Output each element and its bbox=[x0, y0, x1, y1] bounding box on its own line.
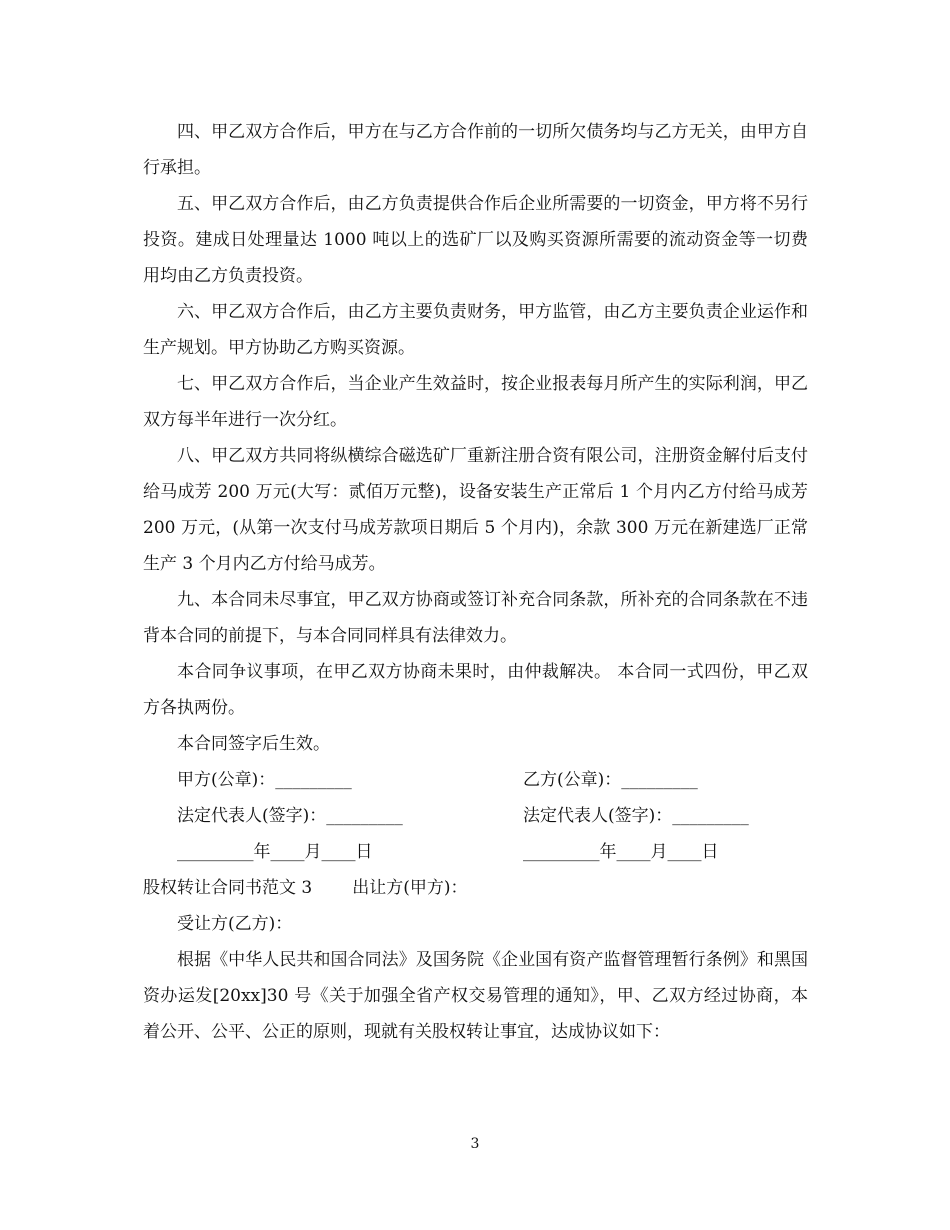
clause-8: 八、甲乙双方共同将纵横综合磁选矿厂重新注册合资有限公司，注册资金解付后支付给马成芳 200 万元(大写：贰佰万元整)，设备安装生产正常后 1 个月内乙方付给马成芳 200 万元，(从第一次支付马成芳款项日期后 5 个月内)，余款 300 万元在新建选厂正常生产 3 个月内乙方付给马成芳。 bbox=[143, 446, 808, 574]
page-number: 3 bbox=[470, 1136, 480, 1152]
clause-4: 四、甲乙双方合作后，甲方在与乙方合作前的一切所欠债务均与乙方无关，由甲方自行承担。 bbox=[143, 122, 808, 178]
transferee-label: 受让方(乙方)： bbox=[177, 914, 293, 934]
document-body bbox=[143, 114, 808, 1050]
party-b-seal-line: 乙方(公章)：_________ bbox=[523, 770, 698, 790]
signature-seal-row bbox=[143, 762, 808, 798]
clause-9: 九、本合同未尽事宜，甲乙双方协商或签订补充合同条款，所补充的合同条款在不违背本合同的前提下，与本合同同样具有法律效力。 bbox=[143, 590, 808, 646]
transferor-label: 出让方(甲方)： bbox=[352, 878, 468, 898]
section-heading-row bbox=[143, 870, 808, 906]
clause-6: 六、甲乙双方合作后，由乙方主要负责财务，甲方监管，由乙方主要负责企业运作和生产规划。甲方协助乙方购买资源。 bbox=[143, 302, 808, 358]
signature-rep-row bbox=[143, 798, 808, 834]
party-b-rep-line: 法定代表人(签字)：_________ bbox=[523, 806, 749, 826]
clause-5: 五、甲乙双方合作后，由乙方负责提供合作后企业所需要的一切资金，甲方将不另行投资。建成日处理量达 1000 吨以上的选矿厂以及购买资源所需要的流动资金等一切费用均由乙方负责投资。 bbox=[143, 194, 808, 286]
clause-7: 七、甲乙双方合作后，当企业产生效益时，按企业报表每月所产生的实际利润，甲乙双方每半年进行一次分红。 bbox=[143, 374, 808, 430]
dispute-clause: 本合同争议事项，在甲乙双方协商未果时，由仲裁解决。 本合同一式四份，甲乙双方各执两份。 bbox=[143, 662, 808, 718]
party-a-date-line: _________年____月____日 bbox=[177, 842, 373, 862]
party-a-rep-line: 法定代表人(签字)：_________ bbox=[177, 806, 403, 826]
party-b-date-line: _________年____月____日 bbox=[523, 842, 719, 862]
section-title: 股权转让合同书范文 3 bbox=[143, 878, 313, 898]
contract-intro: 根据《中华人民共和国合同法》及国务院《企业国有资产监督管理暂行条例》和黑国资办运发[20xx]30 号《关于加强全省产权交易管理的通知》，甲、乙双方经过协商，本着公开、公平、公正的原则，现就有关股权转让事宜，达成协议如下： bbox=[143, 950, 808, 1042]
effective-clause: 本合同签字后生效。 bbox=[177, 734, 330, 754]
signature-date-row bbox=[143, 834, 808, 870]
party-a-seal-line: 甲方(公章)：_________ bbox=[177, 770, 352, 790]
